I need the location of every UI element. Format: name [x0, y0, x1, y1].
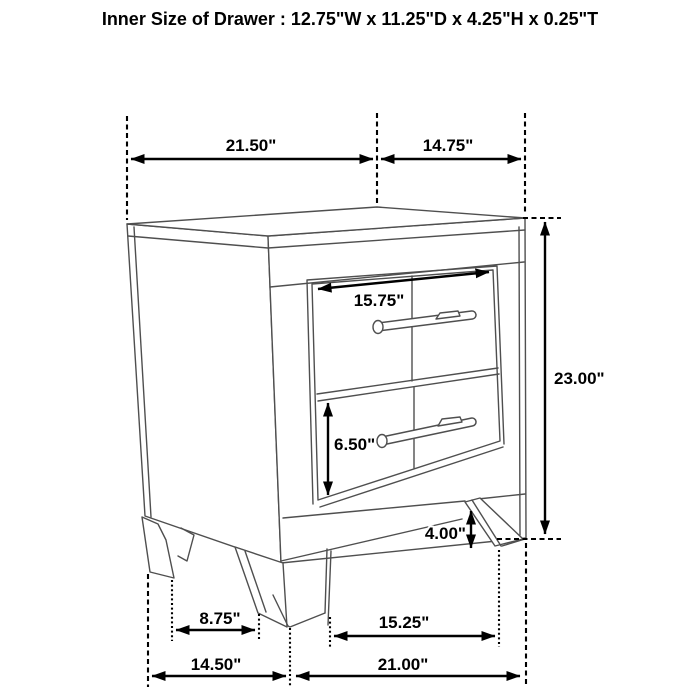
- leg-height-label: 4.00": [424, 524, 466, 543]
- dimension-top-depth: [381, 136, 521, 159]
- drawer-height-label: 6.50": [334, 435, 376, 454]
- base-depth-label: 14.50": [190, 655, 242, 674]
- leg-shape: [178, 528, 194, 561]
- dimension-base-depth: [152, 655, 286, 676]
- dimension-overall-height: [545, 222, 605, 534]
- dimension-base-width: [296, 655, 520, 676]
- top-width-label: 21.50": [225, 136, 277, 155]
- handle-end-cap: [373, 321, 383, 334]
- leg-shape: [142, 517, 174, 578]
- leg-shape: [325, 549, 331, 625]
- base-width-label: 21.00": [377, 655, 429, 674]
- diagram-title: Inner Size of Drawer : 12.75"W x 11.25"D x 4.25"H x 0.25"T: [101, 9, 599, 29]
- furniture-line: [519, 227, 520, 535]
- top-depth-label: 14.75": [422, 136, 474, 155]
- leg-spacing-front-label: 15.25": [378, 613, 430, 632]
- overall-height-label: 23.00": [554, 369, 605, 388]
- dimension-top-width: [131, 136, 373, 159]
- drawer-width-label: 15.75": [353, 291, 405, 310]
- dimension-leg-spacing-side: [176, 609, 255, 630]
- nightstand-drawing: [127, 207, 526, 627]
- handle-end-cap: [377, 435, 387, 448]
- leg-spacing-side-label: 8.75": [199, 609, 241, 628]
- dimension-leg-spacing-front: [334, 613, 495, 636]
